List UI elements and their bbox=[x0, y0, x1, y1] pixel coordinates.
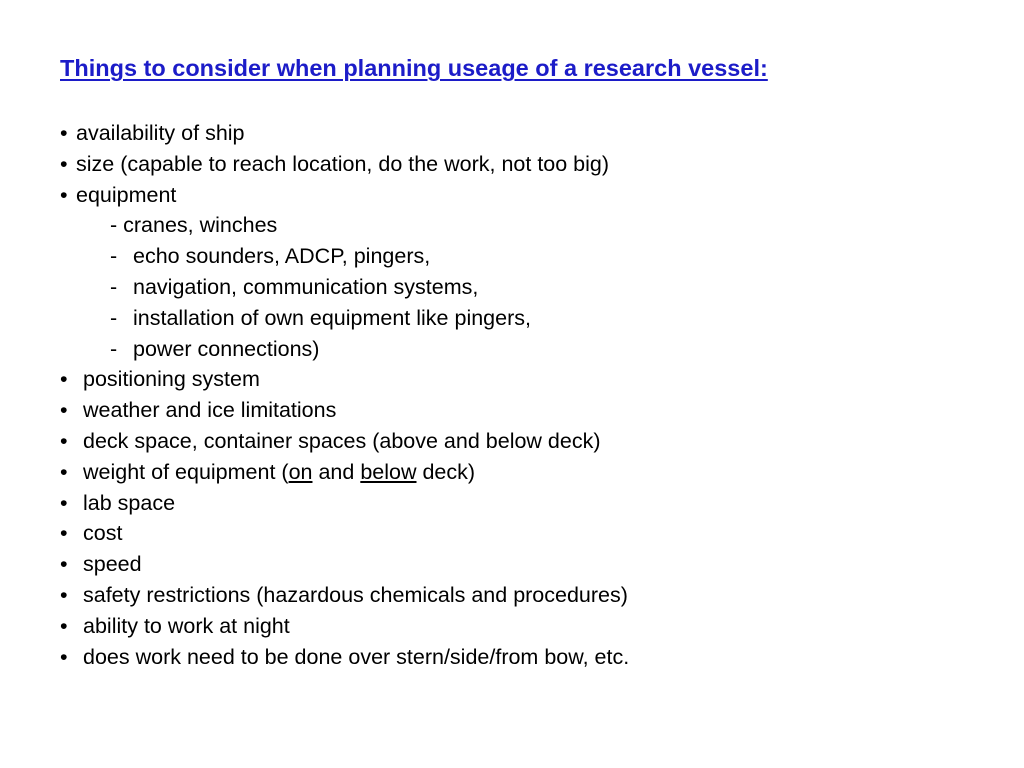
list-item-text: cost bbox=[83, 521, 123, 546]
bullet-icon: • bbox=[60, 182, 68, 207]
bullet-icon: • bbox=[60, 398, 68, 423]
dash-icon: - bbox=[110, 305, 118, 330]
list-item-text: speed bbox=[83, 552, 142, 577]
weight-prefix: weight of equipment ( bbox=[83, 459, 289, 484]
list-item-text: safety restrictions (hazardous chemicals and procedures) bbox=[83, 582, 628, 607]
sub-list-item-text: installation of own equipment like pingers, bbox=[133, 305, 531, 330]
bullet-icon: • bbox=[60, 552, 68, 577]
slide-title: Things to consider when planning useage of a research vessel: bbox=[60, 55, 768, 81]
list-item-text: positioning system bbox=[83, 367, 260, 392]
sub-list-item-text: - cranes, winches bbox=[110, 213, 278, 238]
bullet-icon: • bbox=[60, 367, 68, 392]
bullet-icon: • bbox=[60, 459, 68, 484]
list-item-text bbox=[83, 457, 475, 488]
list-item-text: equipment bbox=[76, 182, 177, 207]
bullet-icon: • bbox=[60, 582, 68, 607]
dash-icon: - bbox=[110, 244, 118, 269]
sub-list-item-text: echo sounders, ADCP, pingers, bbox=[133, 244, 431, 269]
list-item-text: does work need to be done over stern/side/from bow, etc. bbox=[83, 644, 630, 669]
list-item-text: availability of ship bbox=[76, 121, 245, 145]
dash-icon: - bbox=[110, 336, 118, 361]
sub-list-item-text: navigation, communication systems, bbox=[133, 274, 479, 299]
sub-list-item-text: power connections) bbox=[133, 336, 320, 361]
dash-icon: - bbox=[110, 274, 118, 299]
bullet-icon: • bbox=[60, 521, 68, 546]
weight-suffix: deck) bbox=[416, 459, 476, 484]
on-underlined: on bbox=[288, 459, 313, 484]
list-item-text: size (capable to reach location, do the work, not too big) bbox=[76, 151, 610, 176]
weight-and: and bbox=[312, 459, 361, 484]
bullet-icon: • bbox=[60, 490, 68, 515]
bullet-icon: • bbox=[60, 644, 68, 669]
list-item-text: weather and ice limitations bbox=[83, 398, 337, 423]
bullet-icon: • bbox=[60, 121, 68, 145]
bullet-icon: • bbox=[60, 428, 68, 453]
below-underlined: below bbox=[360, 459, 417, 484]
list-item-text: lab space bbox=[83, 490, 176, 515]
bullet-icon: • bbox=[60, 613, 68, 638]
list-item-text: deck space, container spaces (above and below deck) bbox=[83, 428, 601, 453]
bullet-icon: • bbox=[60, 151, 68, 176]
list-item-text: ability to work at night bbox=[83, 613, 290, 638]
